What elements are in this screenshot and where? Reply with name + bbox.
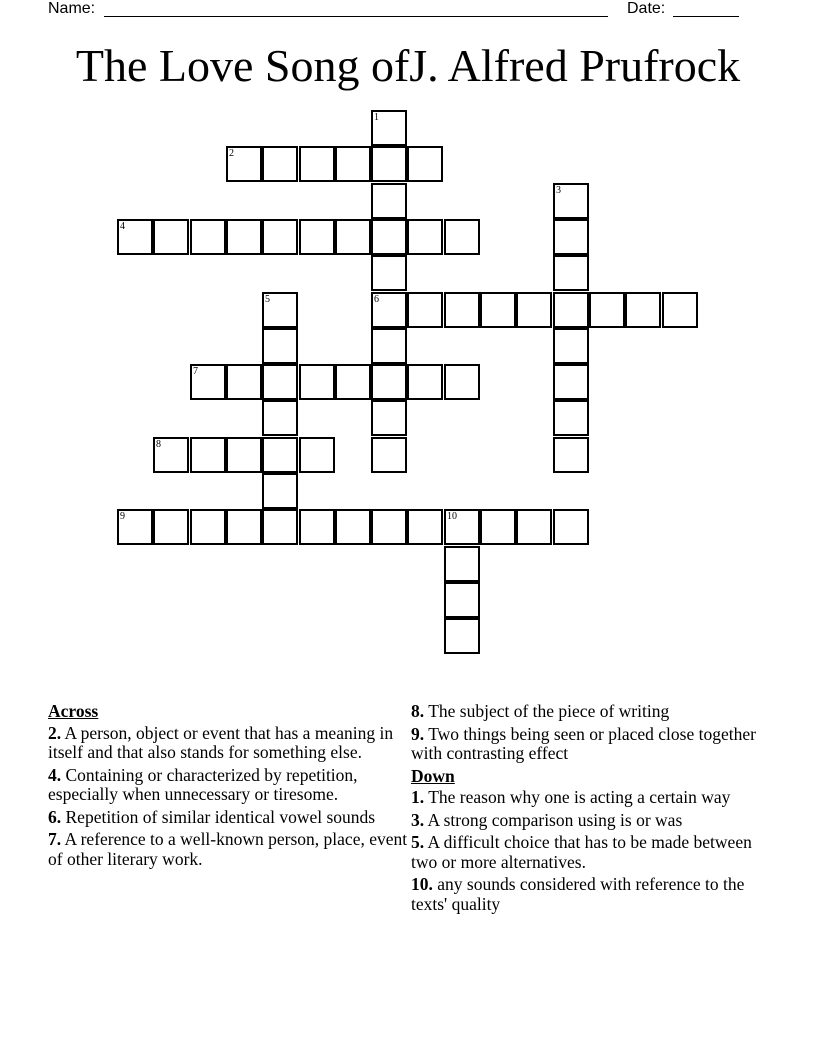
- crossword-cell[interactable]: [153, 437, 189, 473]
- crossword-cell[interactable]: [371, 219, 407, 255]
- across-clue-2: [48, 724, 408, 763]
- crossword-cell[interactable]: [299, 146, 335, 182]
- clue-text: The subject of the piece of writing: [428, 701, 670, 721]
- crossword-cell[interactable]: [335, 219, 371, 255]
- crossword-cell[interactable]: [190, 437, 226, 473]
- crossword-cell[interactable]: [553, 509, 589, 545]
- crossword-cell[interactable]: [553, 255, 589, 291]
- clue-text: A person, object or event that has a meaning in itself and that also stands for something else.: [48, 722, 394, 762]
- clues-column-left: [48, 702, 408, 872]
- crossword-cell[interactable]: [407, 509, 443, 545]
- clue-number: 10.: [411, 874, 433, 894]
- crossword-cell[interactable]: [553, 437, 589, 473]
- crossword-cell[interactable]: [444, 618, 480, 654]
- crossword-cell[interactable]: [553, 292, 589, 328]
- cell-number: 1: [374, 112, 379, 123]
- crossword-cell[interactable]: [226, 364, 262, 400]
- crossword-cell[interactable]: [226, 509, 262, 545]
- clue-number: 7.: [48, 829, 62, 849]
- cell-number: 4: [120, 221, 125, 232]
- crossword-cell[interactable]: [444, 582, 480, 618]
- clue-text: A reference to a well-known person, place, event of other literary work.: [48, 829, 408, 869]
- crossword-cell[interactable]: [371, 364, 407, 400]
- crossword-cell[interactable]: [371, 328, 407, 364]
- crossword-cell[interactable]: [226, 146, 262, 182]
- across-clue-4: [48, 766, 408, 805]
- crossword-cell[interactable]: [371, 437, 407, 473]
- crossword-cell[interactable]: [371, 183, 407, 219]
- crossword-cell[interactable]: [262, 219, 298, 255]
- clue-text: Containing or characterized by repetition, especially when unnecessary or tiresome.: [48, 764, 358, 804]
- cell-number: 9: [120, 511, 125, 522]
- crossword-cell[interactable]: [371, 110, 407, 146]
- crossword-cell[interactable]: [516, 509, 552, 545]
- crossword-cell[interactable]: [516, 292, 552, 328]
- clue-number: 3.: [411, 809, 425, 830]
- clue-number: 6.: [48, 806, 62, 827]
- crossword-cell[interactable]: [335, 364, 371, 400]
- clues-column-right: [411, 702, 771, 917]
- crossword-cell[interactable]: [226, 437, 262, 473]
- crossword-cell[interactable]: [190, 509, 226, 545]
- clue-text: A difficult choice that has to be made between two or more alternatives.: [411, 832, 752, 872]
- crossword-cell[interactable]: [407, 219, 443, 255]
- crossword-cell[interactable]: [444, 364, 480, 400]
- crossword-cell[interactable]: [371, 292, 407, 328]
- puzzle-title: The Love Song ofJ. Alfred Prufrock: [75, 40, 741, 91]
- crossword-cell[interactable]: [444, 546, 480, 582]
- cell-number: 10: [447, 511, 457, 522]
- crossword-cell[interactable]: [407, 364, 443, 400]
- crossword-cell[interactable]: [262, 509, 298, 545]
- crossword-cell[interactable]: [117, 219, 153, 255]
- crossword-cell[interactable]: [553, 364, 589, 400]
- crossword-cell[interactable]: [335, 509, 371, 545]
- crossword-cell[interactable]: [299, 437, 335, 473]
- cell-number: 8: [156, 439, 161, 450]
- crossword-cell[interactable]: [553, 219, 589, 255]
- across-heading: Across: [48, 701, 99, 721]
- crossword-cell[interactable]: [153, 509, 189, 545]
- crossword-cell[interactable]: [371, 400, 407, 436]
- across-clue-8: [411, 702, 771, 722]
- cell-number: 3: [556, 185, 561, 196]
- crossword-cell[interactable]: [407, 292, 443, 328]
- clue-text: Two things being seen or placed close together with contrasting effect: [411, 723, 756, 763]
- crossword-cell[interactable]: [335, 146, 371, 182]
- clue-text: any sounds considered with reference to the texts' quality: [411, 874, 745, 914]
- clue-number: 4.: [48, 764, 62, 785]
- down-clue-5: [411, 833, 771, 872]
- crossword-cell[interactable]: [190, 364, 226, 400]
- crossword-cell[interactable]: [444, 219, 480, 255]
- crossword-cell[interactable]: [480, 292, 516, 328]
- crossword-cell[interactable]: [262, 437, 298, 473]
- crossword-cell[interactable]: [444, 509, 480, 545]
- clue-number: 5.: [411, 832, 425, 852]
- name-label: Name:: [48, 0, 96, 17]
- crossword-cell[interactable]: [262, 473, 298, 509]
- crossword-cell[interactable]: [553, 328, 589, 364]
- clue-text: Repetition of similar identical vowel sounds: [65, 806, 376, 827]
- cell-number: 6: [374, 294, 379, 305]
- cell-number: 5: [265, 294, 270, 305]
- crossword-cell[interactable]: [117, 509, 153, 545]
- crossword-cell[interactable]: [371, 146, 407, 182]
- crossword-cell[interactable]: [190, 219, 226, 255]
- crossword-cell[interactable]: [553, 400, 589, 436]
- clue-text: A strong comparison using is or was: [427, 809, 683, 830]
- clue-number: 1.: [411, 787, 425, 807]
- crossword-cell[interactable]: [371, 255, 407, 291]
- crossword-cell[interactable]: [262, 292, 298, 328]
- crossword-cell[interactable]: [262, 400, 298, 436]
- crossword-cell[interactable]: [625, 292, 661, 328]
- down-clue-3: [411, 811, 771, 831]
- crossword-cell[interactable]: [299, 509, 335, 545]
- crossword-cell[interactable]: [226, 219, 262, 255]
- crossword-cell[interactable]: [299, 219, 335, 255]
- crossword-cell[interactable]: [371, 509, 407, 545]
- clue-number: 2.: [48, 722, 62, 743]
- down-clue-1: [411, 788, 771, 808]
- crossword-cell[interactable]: [262, 146, 298, 182]
- down-heading: Down: [411, 765, 455, 786]
- date-label: Date:: [627, 0, 666, 17]
- crossword-cell[interactable]: [553, 183, 589, 219]
- clue-number: 9.: [411, 723, 425, 744]
- across-clue-6: [48, 808, 408, 828]
- across-clue-7: [48, 830, 408, 869]
- crossword-cell[interactable]: [153, 219, 189, 255]
- clue-number: 8.: [411, 701, 425, 721]
- down-clue-10: [411, 875, 771, 914]
- crossword-cell[interactable]: [407, 146, 443, 182]
- crossword-cell[interactable]: [589, 292, 625, 328]
- clue-text: The reason why one is acting a certain way: [428, 787, 731, 807]
- crossword-cell[interactable]: [262, 364, 298, 400]
- crossword-cell[interactable]: [480, 509, 516, 545]
- cell-number: 2: [229, 148, 234, 159]
- crossword-cell[interactable]: [299, 364, 335, 400]
- crossword-cell[interactable]: [444, 292, 480, 328]
- crossword-cell[interactable]: [662, 292, 698, 328]
- across-clue-9: [411, 725, 771, 764]
- crossword-cell[interactable]: [262, 328, 298, 364]
- cell-number: 7: [193, 366, 198, 377]
